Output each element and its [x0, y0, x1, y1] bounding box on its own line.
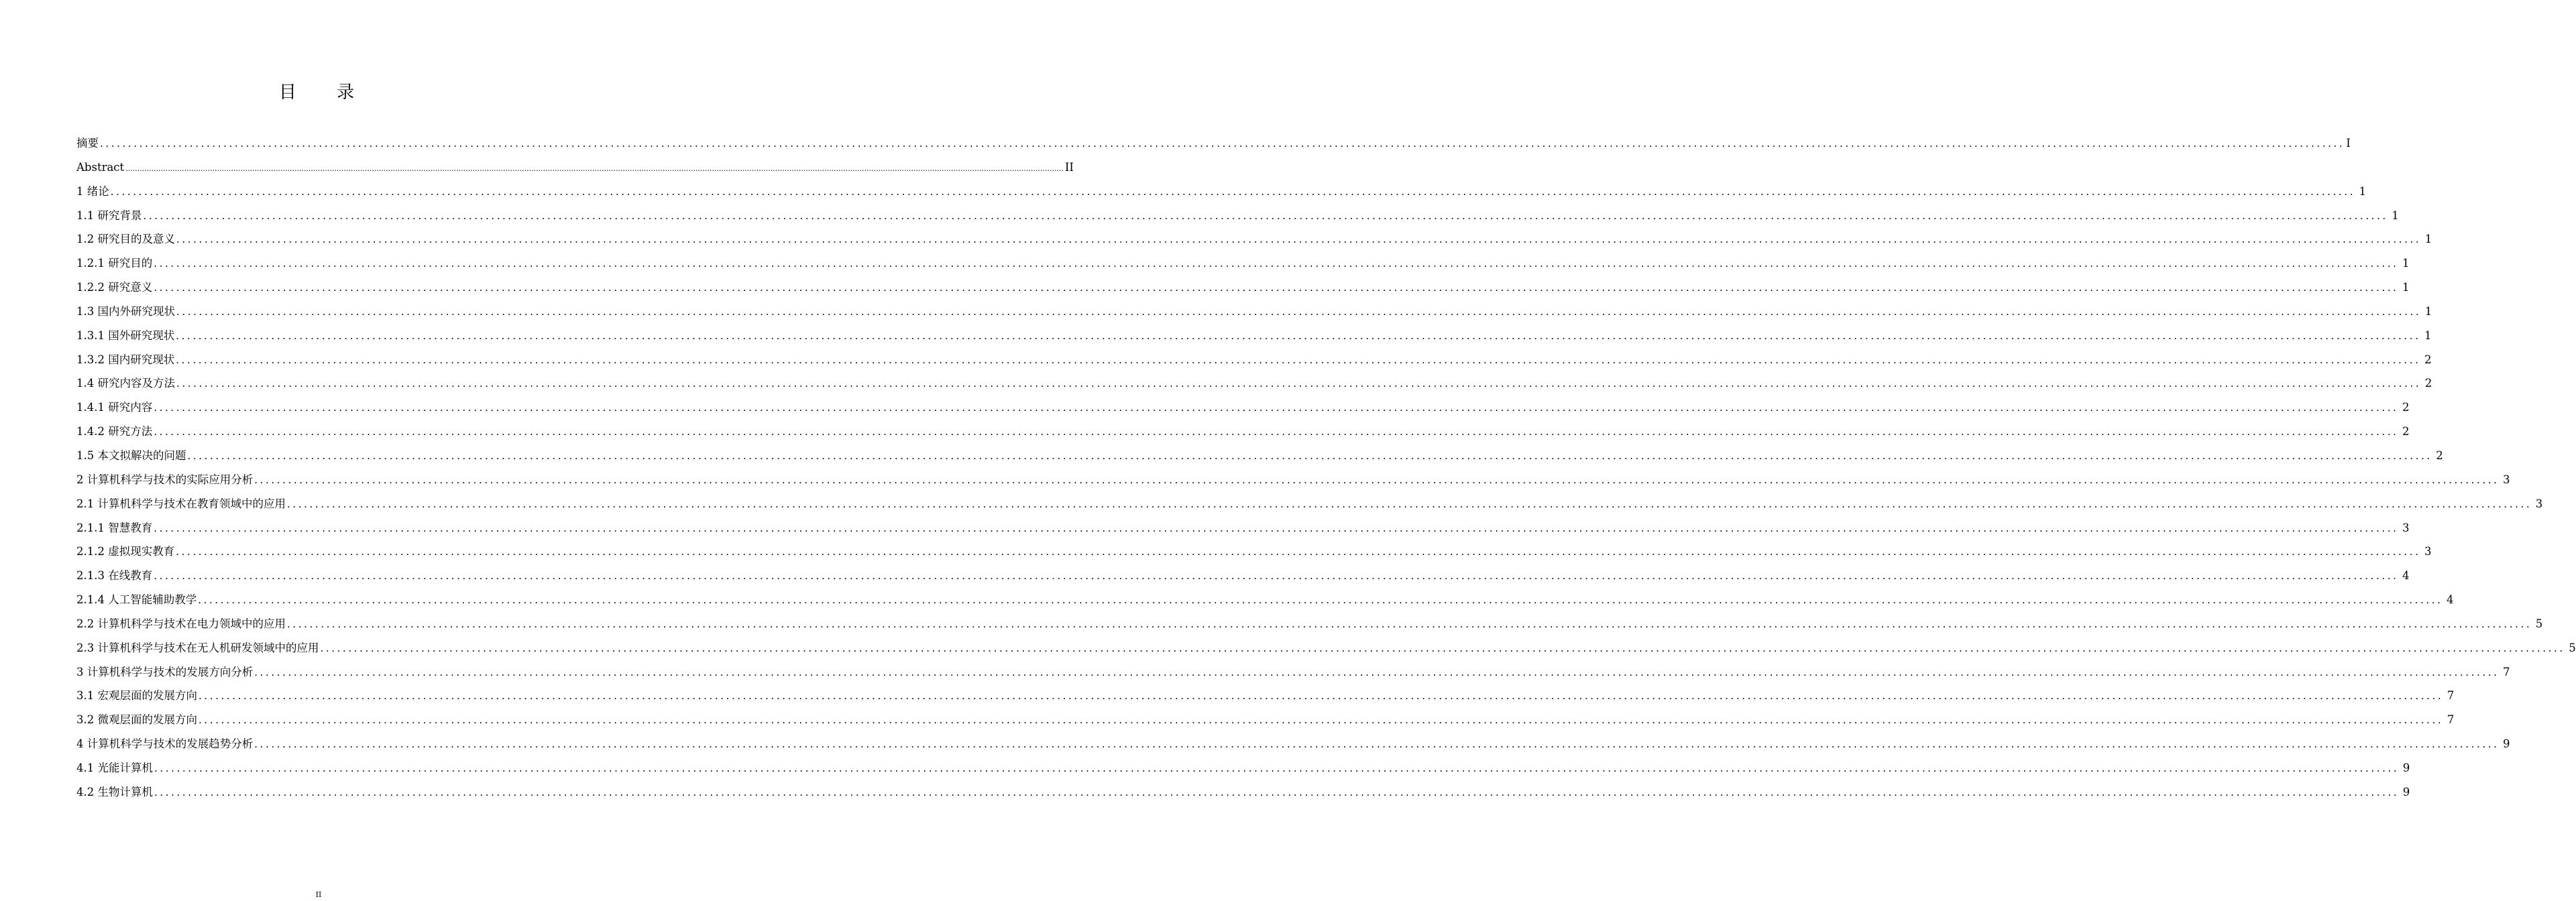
toc-entry-title: Abstract [76, 160, 125, 174]
toc-entry-page-number: 1 [2402, 257, 2410, 270]
toc-entry-title: 2.1.1 智慧教育 [76, 521, 153, 534]
toc-entry-page-number: 1 [2424, 304, 2432, 318]
toc-entry[interactable] [76, 251, 2410, 276]
dot-leader: ................................................................................................................................................................................................................................................................................................................................................................................................................ [187, 449, 2432, 462]
toc-entry-page-number: 1 [2359, 184, 2366, 198]
toc-entry-title: 1.3.1 国外研究现状 [76, 328, 175, 342]
page-title: 目 录 [278, 82, 372, 103]
toc-entry-title: 3.1 宏观层面的发展方向 [76, 689, 197, 703]
toc-entry[interactable] [76, 468, 2510, 492]
toc-entry-title: 2 计算机科学与技术的实际应用分析 [76, 473, 254, 486]
toc-entry-page-number: 7 [2447, 689, 2455, 703]
dot-leader: ................................................................................................................................................................................................................................................................................................................................................................................................................ [110, 185, 2355, 198]
toc-entry-title: 1.3.2 国内研究现状 [76, 353, 175, 366]
toc-entry-page-number: 7 [2447, 713, 2455, 727]
toc-entry[interactable] [76, 300, 2432, 324]
toc-entry[interactable] [76, 732, 2510, 756]
toc-entry-title: 1 绪论 [76, 184, 109, 198]
toc-entry-title: 1.4.2 研究方法 [76, 425, 153, 438]
toc-entry-page-number: 1 [2424, 328, 2432, 342]
dot-leader: ................................................................................................................................................................................................................................................................................................................................................................................................................ [154, 762, 2400, 774]
toc-entry-title: 1.2.2 研究意义 [76, 281, 153, 294]
toc-entry-title: 摘要 [76, 137, 99, 149]
toc-entry[interactable] [76, 564, 2410, 588]
toc-entry[interactable] [76, 540, 2432, 564]
toc-entry-title: 2.1.4 人工智能辅助教学 [76, 593, 197, 607]
toc-entry-page-number: 9 [2402, 785, 2410, 798]
toc-entry-page-number: 2 [2402, 401, 2410, 414]
toc-entry-title: 1.4 研究内容及方法 [76, 377, 175, 390]
dot-leader: ................................................................................................................................................................................................................................................................................................................................................................................................................ [125, 164, 1064, 173]
dot-leader: ................................................................................................................................................................................................................................................................................................................................................................................................................ [176, 353, 2421, 366]
page-number-footer: II [315, 890, 322, 899]
toc-entry[interactable] [76, 348, 2432, 372]
toc-entry-title: 4.2 生物计算机 [76, 785, 153, 798]
toc-entry-title: 2.1 计算机科学与技术在教育领域中的应用 [76, 497, 286, 510]
toc-entry-page-number: 1 [2392, 208, 2399, 222]
toc-entry-page-number: 3 [2402, 521, 2410, 534]
toc-entry-page-number: 1 [2424, 233, 2432, 246]
dot-leader: ................................................................................................................................................................................................................................................................................................................................................................................................................ [287, 497, 2532, 510]
toc-entry-title: 4.1 光能计算机 [76, 761, 153, 774]
toc-entry[interactable] [76, 324, 2432, 348]
toc-entry-page-number: 2 [2424, 353, 2432, 366]
toc-entry[interactable] [76, 756, 2410, 780]
toc-entry-page-number: 9 [2402, 761, 2410, 774]
toc-entry[interactable] [76, 612, 2543, 636]
toc-entry-page-number: 1 [2402, 281, 2410, 294]
toc-entry-title: 4 计算机科学与技术的发展趋势分析 [76, 737, 254, 751]
dot-leader: ................................................................................................................................................................................................................................................................................................................................................................................................................ [154, 426, 2399, 438]
dot-leader: ................................................................................................................................................................................................................................................................................................................................................................................................................ [176, 305, 2422, 318]
dot-leader: ................................................................................................................................................................................................................................................................................................................................................................................................................ [176, 329, 2421, 342]
toc-entry[interactable] [76, 396, 2410, 420]
toc-entry-page-number: 3 [2424, 545, 2432, 558]
dot-leader: ................................................................................................................................................................................................................................................................................................................................................................................................................ [154, 402, 2399, 414]
dot-leader: ................................................................................................................................................................................................................................................................................................................................................................................................................ [154, 786, 2400, 798]
toc-entry-page-number: 3 [2502, 473, 2510, 486]
toc-entry-title: 2.1.3 在线教育 [76, 569, 153, 583]
dot-leader: ................................................................................................................................................................................................................................................................................................................................................................................................................ [154, 570, 2399, 583]
dot-leader: ................................................................................................................................................................................................................................................................................................................................................................................................................ [287, 617, 2532, 630]
toc-entry-page-number: 5 [2569, 641, 2576, 654]
dot-leader: ................................................................................................................................................................................................................................................................................................................................................................................................................ [199, 690, 2444, 703]
toc-entry[interactable] [76, 131, 2351, 156]
toc-entry-title: 1.3 国内外研究现状 [76, 304, 175, 318]
toc-entry-page-number: 7 [2502, 665, 2510, 678]
dot-leader: ................................................................................................................................................................................................................................................................................................................................................................................................................ [198, 594, 2443, 607]
toc-entry[interactable] [76, 660, 2510, 684]
toc-entry[interactable] [76, 636, 2576, 660]
dot-leader: ................................................................................................................................................................................................................................................................................................................................................................................................................ [254, 473, 2500, 486]
toc-entry-title: 2.3 计算机科学与技术在无人机研发领域中的应用 [76, 641, 319, 654]
toc-entry[interactable] [76, 204, 2399, 228]
toc-entry-title: 1.1 研究背景 [76, 208, 142, 222]
dot-leader: ................................................................................................................................................................................................................................................................................................................................................................................................................ [154, 522, 2399, 534]
toc-entry-page-number: 9 [2502, 737, 2510, 751]
toc-entry-page-number: 3 [2535, 497, 2543, 510]
toc-entry-title: 2.1.2 虚拟现实教育 [76, 545, 175, 558]
dot-leader: ................................................................................................................................................................................................................................................................................................................................................................................................................ [176, 546, 2421, 558]
toc-entry[interactable] [76, 588, 2454, 612]
toc-entry[interactable] [76, 371, 2432, 396]
dot-leader: ................................................................................................................................................................................................................................................................................................................................................................................................................ [320, 642, 2565, 654]
toc-entry-page-number: 5 [2535, 617, 2543, 630]
toc-entry-title: 1.2 研究目的及意义 [76, 233, 175, 246]
toc-entry-title: 1.5 本文拟解决的问题 [76, 448, 186, 462]
toc-entry-page-number: 2 [2424, 377, 2432, 390]
dot-leader: ................................................................................................................................................................................................................................................................................................................................................................................................................ [199, 714, 2444, 727]
toc-entry[interactable] [76, 180, 2366, 204]
toc-entry[interactable] [76, 780, 2410, 804]
toc-entry-page-number: II [1064, 160, 1074, 174]
dot-leader: ................................................................................................................................................................................................................................................................................................................................................................................................................ [254, 738, 2500, 751]
dot-leader: ................................................................................................................................................................................................................................................................................................................................................................................................................ [176, 377, 2422, 390]
dot-leader: ................................................................................................................................................................................................................................................................................................................................................................................................................ [143, 209, 2388, 222]
toc-entry[interactable] [76, 492, 2543, 516]
toc-entry[interactable] [76, 684, 2455, 708]
toc-entry-title: 1.4.1 研究内容 [76, 401, 153, 414]
toc-entry[interactable] [76, 444, 2443, 468]
toc-entry[interactable] [76, 420, 2410, 444]
toc-entry[interactable] [76, 516, 2410, 540]
toc-entry-title: 1.2.1 研究目的 [76, 257, 153, 270]
toc-entry-page-number: 4 [2446, 593, 2454, 607]
toc-entry-title: 2.2 计算机科学与技术在电力领域中的应用 [76, 617, 286, 630]
toc-entry-page-number: 4 [2402, 569, 2410, 583]
dot-leader: ................................................................................................................................................................................................................................................................................................................................................................................................................ [176, 233, 2422, 246]
dot-leader: ................................................................................................................................................................................................................................................................................................................................................................................................................ [154, 257, 2399, 270]
toc-entry[interactable] [76, 276, 2410, 300]
dot-leader: ................................................................................................................................................................................................................................................................................................................................................................................................................ [254, 666, 2500, 678]
dot-leader: ................................................................................................................................................................................................................................................................................................................................................................................................................ [100, 137, 2345, 149]
toc-entry-page-number: 2 [2402, 425, 2410, 438]
table-of-contents [76, 131, 2576, 804]
toc-entry-title: 3.2 微观层面的发展方向 [76, 713, 197, 727]
toc-entry-page-number: 2 [2436, 448, 2443, 462]
toc-entry[interactable] [76, 227, 2432, 251]
dot-leader: ................................................................................................................................................................................................................................................................................................................................................................................................................ [154, 282, 2399, 294]
toc-entry-title: 3 计算机科学与技术的发展方向分析 [76, 665, 254, 678]
toc-entry-page-number: I [2346, 137, 2351, 149]
toc-entry[interactable] [76, 156, 1074, 180]
toc-entry[interactable] [76, 708, 2455, 732]
